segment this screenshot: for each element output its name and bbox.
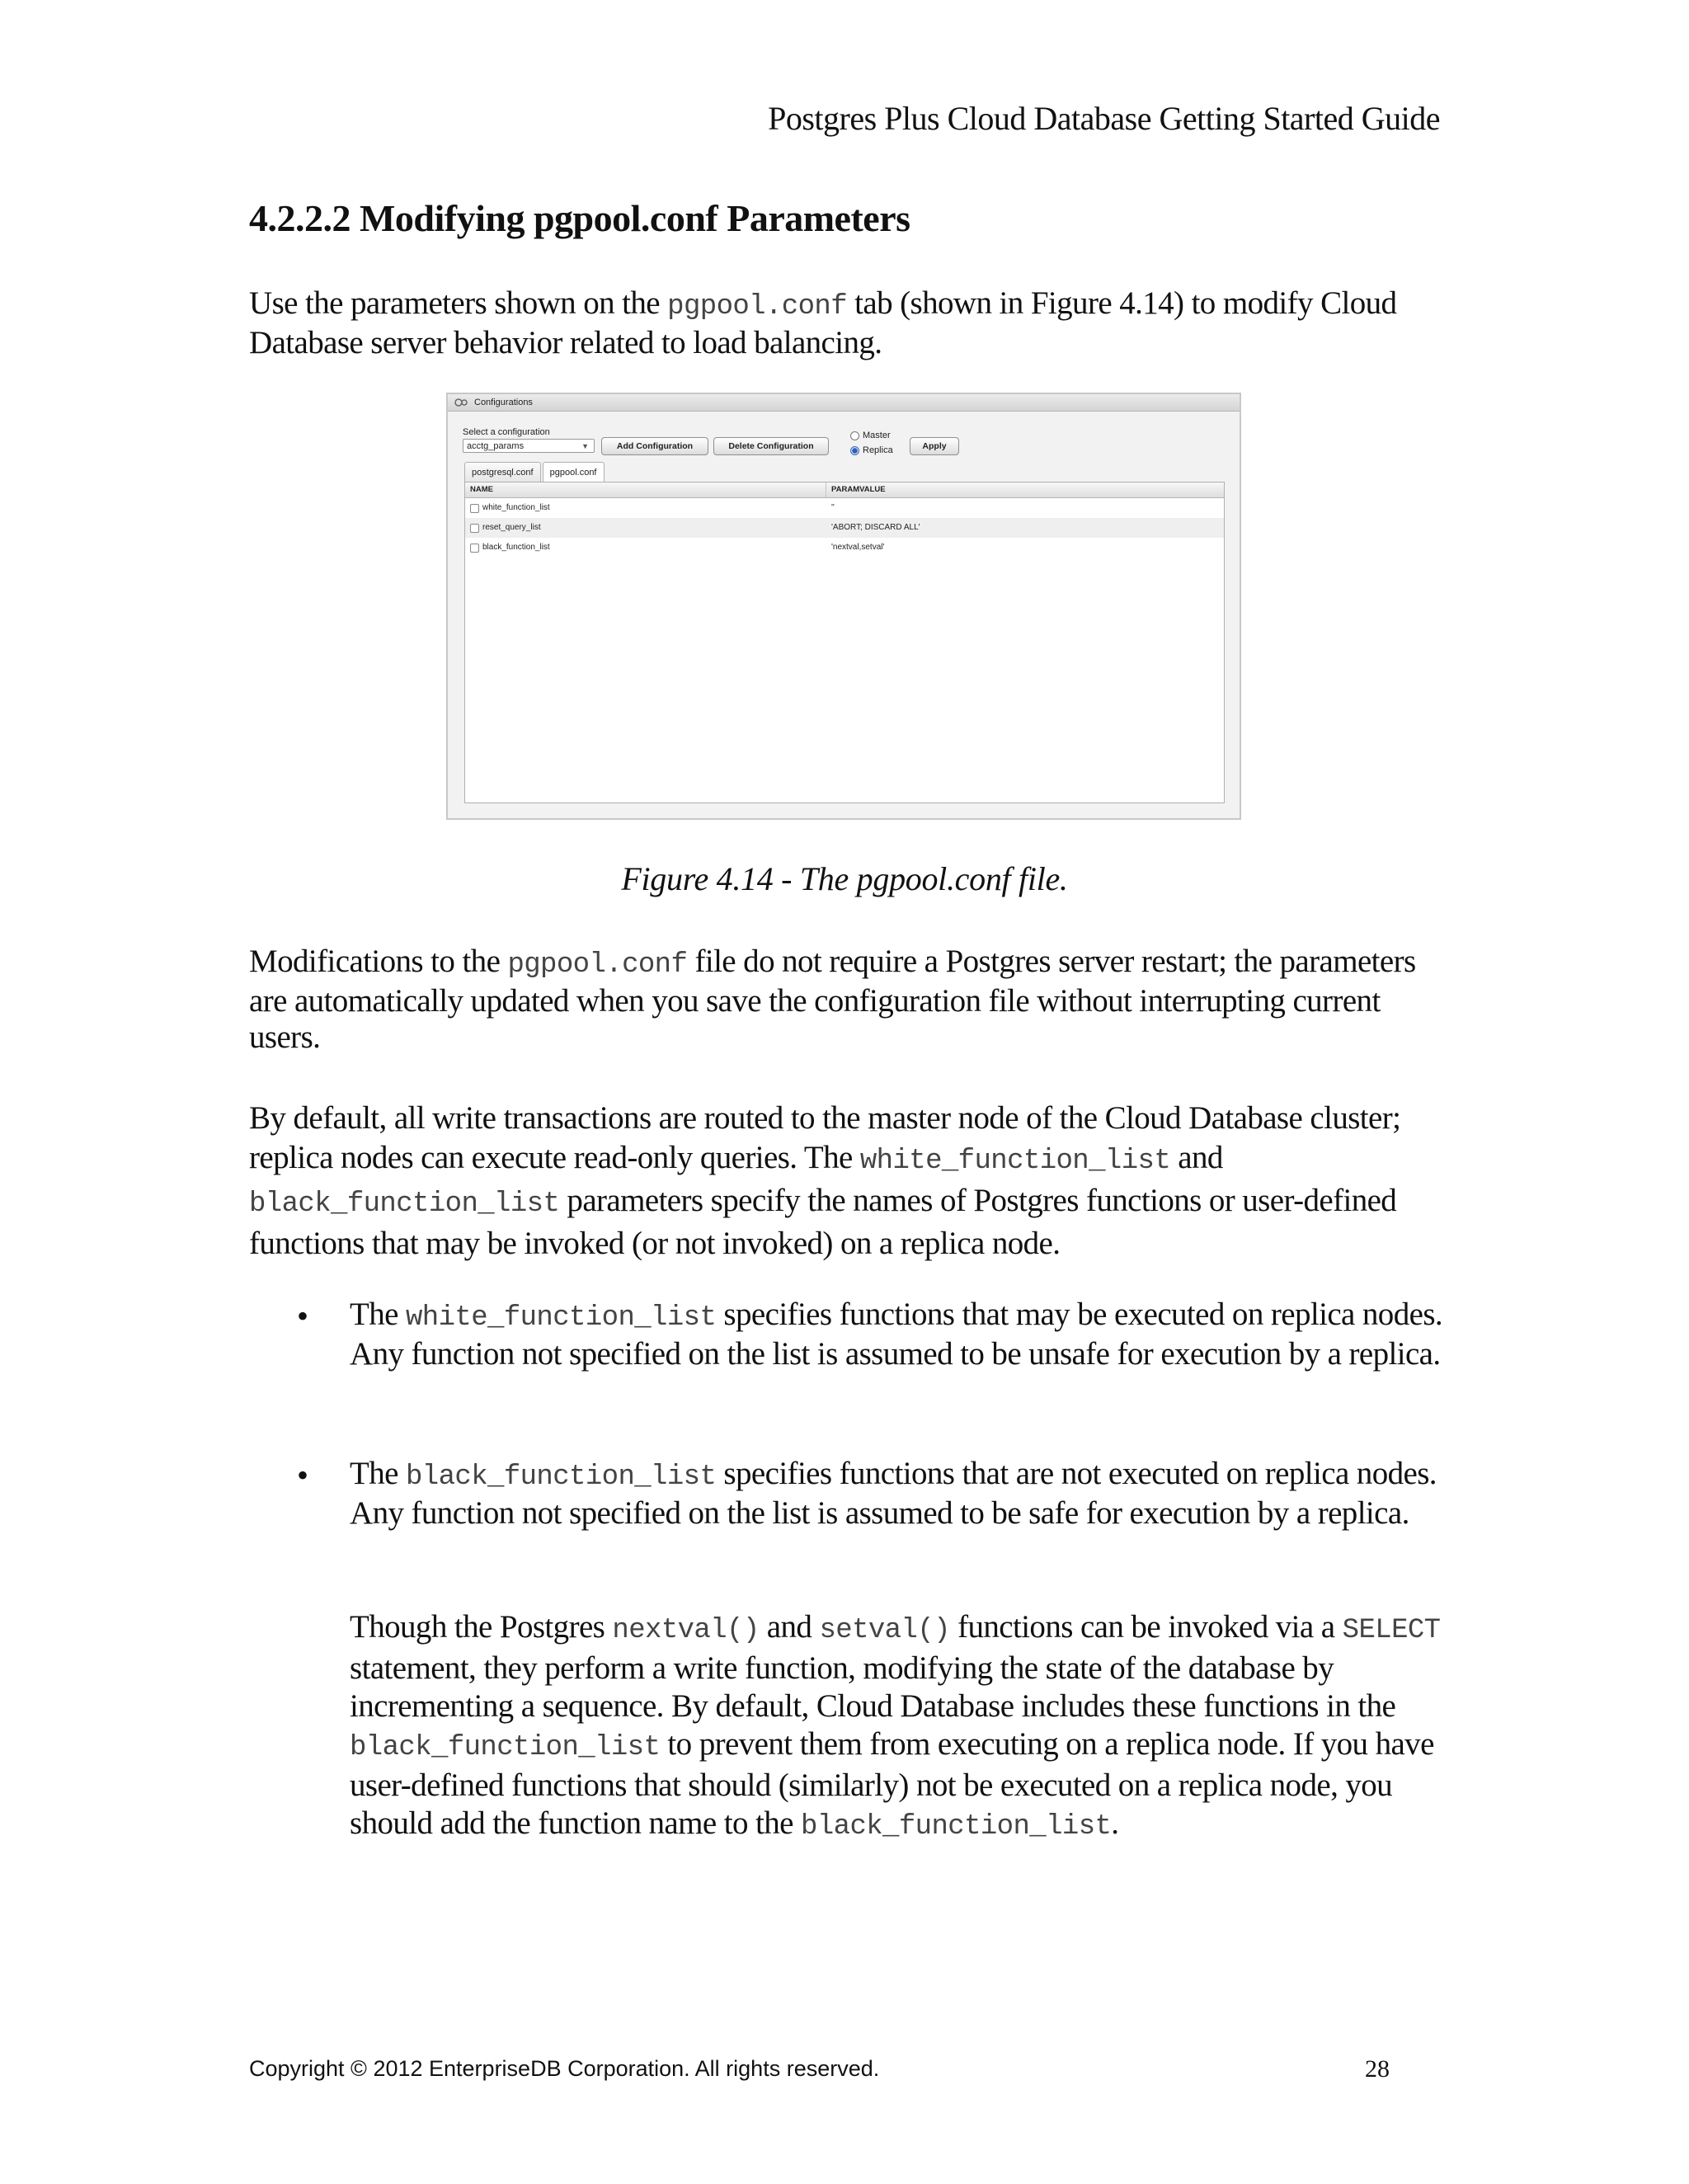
bullet-marker: • [297,1297,309,1334]
selected-configuration: acctg_params [467,441,525,451]
p3-text-3: parameters specify the names of Postgres functions or user-defined functions that may be invoked (or not invoked) on a replica node. [249,1183,1397,1261]
radio-replica-label: Replica [863,445,893,455]
p4-text-4: statement, they perform a write function, modifying the state of the database by incrementing a sequence. By default, Cloud Database includes these functions in the [350,1650,1396,1724]
radio-master-row[interactable] [850,431,891,440]
intro-text-2: tab (shown in Figure 4.14) to modify Cloud Database server behavior related to load balancing. [249,285,1397,360]
apply-button[interactable]: Apply [910,437,959,455]
table-row[interactable] [465,518,1224,538]
code-black-function-list: black_function_list [350,1732,661,1763]
figure-caption: Figure 4.14 - The pgpool.conf file. [621,860,1068,897]
radio-master-label: Master [863,431,891,440]
table-row[interactable] [465,538,1224,558]
radio-master[interactable] [850,431,859,440]
code-nextval: nextval() [612,1615,760,1646]
bullet-marker: • [297,1457,309,1494]
p3-text: By default, all write transactions are routed to the master node of the Cloud Database cluster; replica nodes can execute read-only queries. The [249,1100,1401,1175]
running-header: Postgres Plus Cloud Database Getting Started Guide [768,100,1440,137]
configuration-select[interactable] [463,439,595,453]
page-number: 28 [1365,2055,1390,2083]
code-white-function-list: white_function_list [406,1302,717,1334]
bullet2-text-2: specifies functions that are not executed on replica nodes. Any function not specified on the list is assumed to be safe for execution by a replica. [350,1456,1437,1531]
bullet2-text: The [350,1456,398,1491]
param-value[interactable]: 'ABORT; DISCARD ALL' [831,523,920,532]
column-header-paramvalue[interactable]: PARAMVALUE [831,485,886,494]
code-black-function-list: black_function_list [406,1461,717,1493]
footer-copyright: Copyright © 2012 EnterpriseDB Corporation. All rights reserved. [249,2056,880,2081]
code-pgpool-conf: pgpool.conf [667,291,847,322]
row-checkbox[interactable] [470,524,479,533]
table-row[interactable] [465,498,1224,518]
parameter-grid [464,482,1225,803]
configurations-screenshot [446,393,1241,820]
p4-text-3: functions can be invoked via a [957,1609,1335,1645]
intro-text: Use the parameters shown on the [249,285,660,321]
p2-text: Modifications to the [249,944,501,979]
param-name: black_function_list [482,543,550,552]
window-title: Configurations [474,398,533,407]
delete-configuration-button[interactable]: Delete Configuration [713,437,829,455]
default-routing-paragraph [249,1099,1453,1264]
code-pgpool-conf: pgpool.conf [507,949,688,981]
select-configuration-label: Select a configuration [463,427,550,437]
p4-text: Though the Postgres [350,1609,605,1645]
window-titlebar [448,394,1240,412]
grid-header [465,482,1224,498]
section-title: 4.2.2.2 Modifying pgpool.conf Parameters [249,197,910,239]
p2-text-2: file do not require a Postgres server restart; the parameters are automatically updated when you save the configuration file without interrupting current users. [249,944,1416,1055]
tab-postgresql-conf[interactable]: postgresql.conf [464,462,541,482]
bullet1-text: The [350,1297,398,1332]
nextval-setval-paragraph [350,1608,1455,1846]
intro-paragraph [249,285,1453,361]
row-checkbox[interactable] [470,504,479,513]
p4-text-2: and [766,1609,812,1645]
configuration-toolbar [463,427,1225,465]
code-select: SELECT [1342,1615,1441,1646]
row-checkbox[interactable] [470,544,479,553]
code-black-function-list: black_function_list [249,1188,560,1220]
param-name: reset_query_list [482,523,541,532]
black-list-bullet [350,1456,1455,1532]
chevron-down-icon: ▼ [581,442,589,450]
configurations-icon [454,398,469,407]
code-setval: setval() [819,1615,950,1646]
white-list-bullet [350,1297,1455,1372]
code-white-function-list: white_function_list [859,1146,1171,1177]
param-value[interactable]: '' [831,503,835,512]
p4-text-6: . [1111,1805,1119,1841]
p3-text-2: and [1178,1140,1223,1175]
add-configuration-button[interactable]: Add Configuration [601,437,708,455]
radio-replica[interactable] [850,446,859,455]
column-header-name[interactable]: NAME [465,482,826,497]
param-name: white_function_list [482,503,550,512]
radio-replica-row[interactable] [850,445,893,455]
param-value[interactable]: 'nextval,setval' [831,543,885,552]
code-black-function-list: black_function_list [801,1811,1112,1843]
config-tabs [464,462,606,482]
p4-text-5: to prevent them from executing on a replica node. If you have user-defined functions that should (similarly) not be executed on a replica node, you should add the function name to the [350,1726,1434,1841]
modifications-paragraph [249,944,1453,1056]
bullet1-text-2: specifies functions that may be executed on replica nodes. Any function not specified on the list is assumed to be unsafe for execution by a replica. [350,1297,1443,1372]
tab-pgpool-conf[interactable]: pgpool.conf [543,462,605,482]
